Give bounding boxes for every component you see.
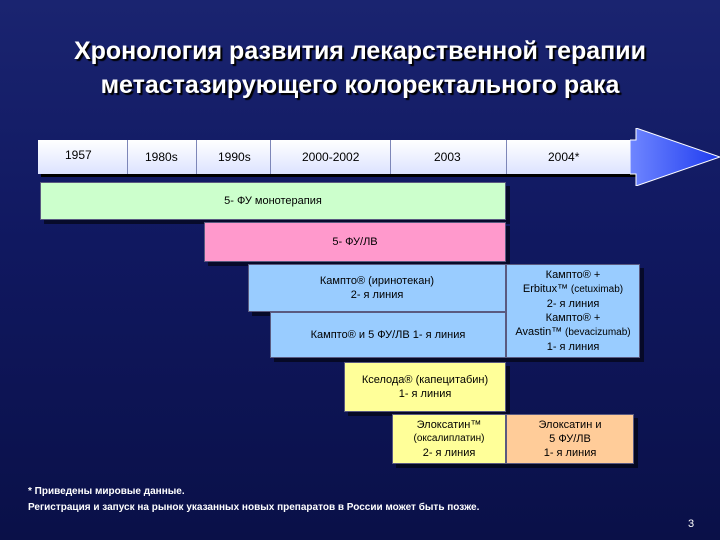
box-campto-combo-line3: 2- я линия xyxy=(546,298,600,310)
box-campto-combo xyxy=(506,264,640,358)
slide-title xyxy=(0,34,720,102)
box-xeloda-line2: 1- я линия xyxy=(398,388,452,400)
box-fu-lv-label: 5- ФУ/ЛВ xyxy=(332,236,378,248)
box-campto-combo-line4: Кампто® + xyxy=(545,312,601,324)
box-fu-monotherapy-label: 5- ФУ монотерапия xyxy=(224,195,322,207)
box-eloxatin-fulv-line1: Элоксатин и xyxy=(538,419,602,431)
cetuximab-label: (cetuximab) xyxy=(568,284,624,295)
box-campto-fulv-label: Кампто® и 5 ФУ/ЛВ 1- я линия xyxy=(310,329,466,341)
timeline-arrow-icon xyxy=(630,128,720,186)
footnote xyxy=(28,484,479,516)
timeline-year-2004: 2004* xyxy=(548,150,580,164)
timeline-year-2000-2002: 2000-2002 xyxy=(302,150,360,164)
box-campto-irinotecan-line2: 2- я линия xyxy=(350,289,404,301)
timeline-year-2003: 2003 xyxy=(434,150,461,164)
box-campto-fulv xyxy=(270,312,506,358)
timeline-divider xyxy=(196,140,197,174)
slide-title-line1: Хронология развития лекарственной терапии xyxy=(73,37,647,65)
timeline-year-1957: 1957 xyxy=(65,148,92,162)
timeline-divider xyxy=(270,140,271,174)
footnote-line1: * Приведены мировые данные. xyxy=(28,486,185,497)
box-campto-combo-line5 xyxy=(515,325,630,340)
box-campto-combo-line6: 1- я линия xyxy=(546,341,600,353)
avastin-label: Avastin™ xyxy=(515,326,563,338)
box-eloxatin-fulv xyxy=(506,414,634,464)
box-fu-lv xyxy=(204,222,506,262)
box-eloxatin-fulv-line3: 1- я линия xyxy=(543,447,597,459)
timeline-year-1980s: 1980s xyxy=(145,150,178,164)
timeline-divider xyxy=(390,140,391,174)
box-eloxatin-fulv-line2: 5 ФУ/ЛВ xyxy=(549,433,591,445)
bevacizumab-label: (bevacizumab) xyxy=(562,327,631,338)
footnote-line2: Регистрация и запуск на рынок указанных новых препаратов в России может быть позже. xyxy=(28,502,480,513)
box-campto-combo-line1: Кампто® + xyxy=(545,269,601,281)
timeline-divider xyxy=(506,140,507,174)
box-campto-irinotecan-line1: Кампто® (иринотекан) xyxy=(319,275,435,287)
erbitux-label: Erbitux™ xyxy=(522,283,569,295)
box-campto-irinotecan xyxy=(248,264,506,312)
box-eloxatin xyxy=(392,414,506,464)
timeline-divider xyxy=(127,140,128,174)
box-xeloda-line1: Кселода® (капецитабин) xyxy=(361,374,489,386)
box-eloxatin-line3: 2- я линия xyxy=(422,447,476,459)
page-number: 3 xyxy=(688,518,695,530)
box-eloxatin-line2: (оксалиплатин) xyxy=(413,433,485,444)
slide-title-line2: метастазирующего колоректального рака xyxy=(100,71,620,99)
box-fu-monotherapy xyxy=(40,182,506,220)
timeline-year-1990s: 1990s xyxy=(218,150,251,164)
box-campto-combo-line2 xyxy=(523,282,623,297)
box-xeloda xyxy=(344,362,506,412)
box-eloxatin-line1: Элоксатин™ xyxy=(416,419,482,431)
